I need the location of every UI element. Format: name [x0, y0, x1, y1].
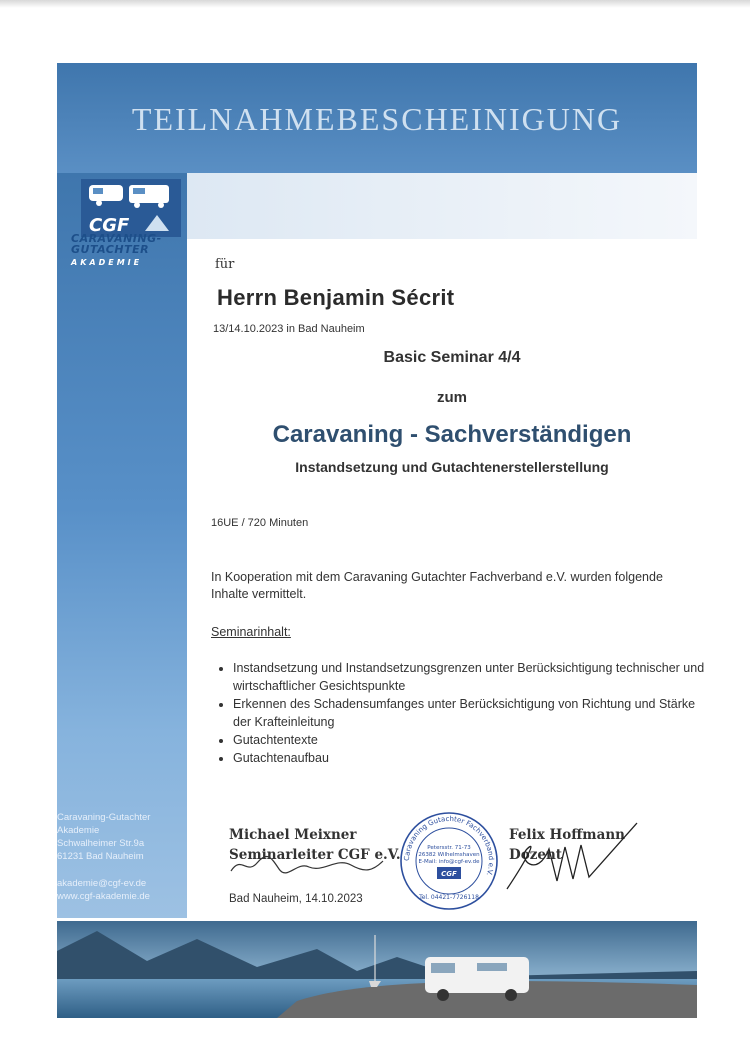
website-link[interactable]: www.cgf-akademie.de — [57, 891, 150, 902]
stamp-logo-abbr: CGF — [441, 870, 457, 878]
email-link[interactable]: akademie@cgf-ev.de — [57, 878, 147, 889]
recipient-name: Herrn Benjamin Sécrit — [217, 285, 455, 310]
stamp-city: 26382 Wilhelmshaven — [418, 852, 480, 858]
landscape-image — [57, 921, 697, 1018]
right-signature — [497, 819, 647, 899]
for-label: für — [215, 257, 235, 272]
logo-abbr: CGF — [89, 215, 130, 236]
stamp-ring-text: Caravaning Gutachter Fachverband e.V. — [402, 814, 496, 877]
date-place: 13/14.10.2023 in Bad Nauheim — [213, 323, 365, 335]
address-line: Schwalheimer Str.9a — [57, 838, 145, 849]
place-date: Bad Nauheim, 14.10.2023 — [229, 893, 363, 905]
logo-line-2: GUTACHTER — [71, 243, 150, 256]
right-signer-role: Dozent — [509, 847, 563, 863]
header-panel — [187, 173, 697, 239]
cooperation-text: In Kooperation mit dem Caravaning Gutachter Fachverband e.V. wurden folgende Inhalte vermittelt. — [211, 570, 663, 601]
address-line: Akademie — [57, 825, 100, 836]
course-hours: 16UE / 720 Minuten — [211, 517, 309, 529]
logo-line-3: AKADEMIE — [71, 258, 143, 267]
zum-label: zum — [437, 389, 467, 406]
logo-line-1: CARAVANING- — [71, 232, 162, 245]
left-signer-role: Seminarleiter CGF e.V. — [229, 847, 401, 863]
list-item: • Gutachtenaufbau — [233, 749, 713, 767]
contents-heading: Seminarinhalt: — [211, 625, 291, 639]
contents-list — [213, 659, 713, 767]
stamp-email: E-Mail: info@cgf-ev.de — [418, 859, 480, 865]
left-signature — [227, 849, 387, 879]
address-line: 61231 Bad Nauheim — [57, 851, 144, 862]
left-signer-name: Michael Meixner — [229, 827, 357, 843]
certificate — [57, 63, 705, 1018]
logo-caption — [71, 233, 181, 268]
right-signer-name: Felix Hoffmann — [509, 827, 625, 843]
address-line: Caravaning-Gutachter — [57, 812, 151, 823]
list-item: • Instandsetzung und Instandsetzungsgrenzen unter Berücksichtigung technischer und wirtschaftlicher Gesichtspunkte — [233, 659, 713, 695]
course-title: Caravaning - Sachverständigen — [272, 421, 632, 448]
course-subtitle: Instandsetzung und Gutachtenerstellerstellung — [295, 459, 609, 475]
list-item: • Erkennen des Schadensumfanges unter Berücksichtigung von Richtung und Stärke der Krafteinleitung — [233, 695, 713, 731]
header-band — [57, 63, 697, 173]
sidebar-address — [57, 811, 182, 903]
seminar-title: Basic Seminar 4/4 — [383, 349, 521, 366]
stamp-street: Petersstr. 71-73 — [427, 845, 471, 851]
scan-edge — [0, 0, 750, 8]
certificate-title: TEILNAHMEBESCHEINIGUNG — [131, 101, 623, 137]
list-item: • Gutachtentexte — [233, 731, 713, 749]
stamp-phone: Tel. 04421-7726118 — [419, 894, 479, 901]
association-stamp — [397, 809, 501, 913]
certificate-body — [187, 239, 705, 919]
